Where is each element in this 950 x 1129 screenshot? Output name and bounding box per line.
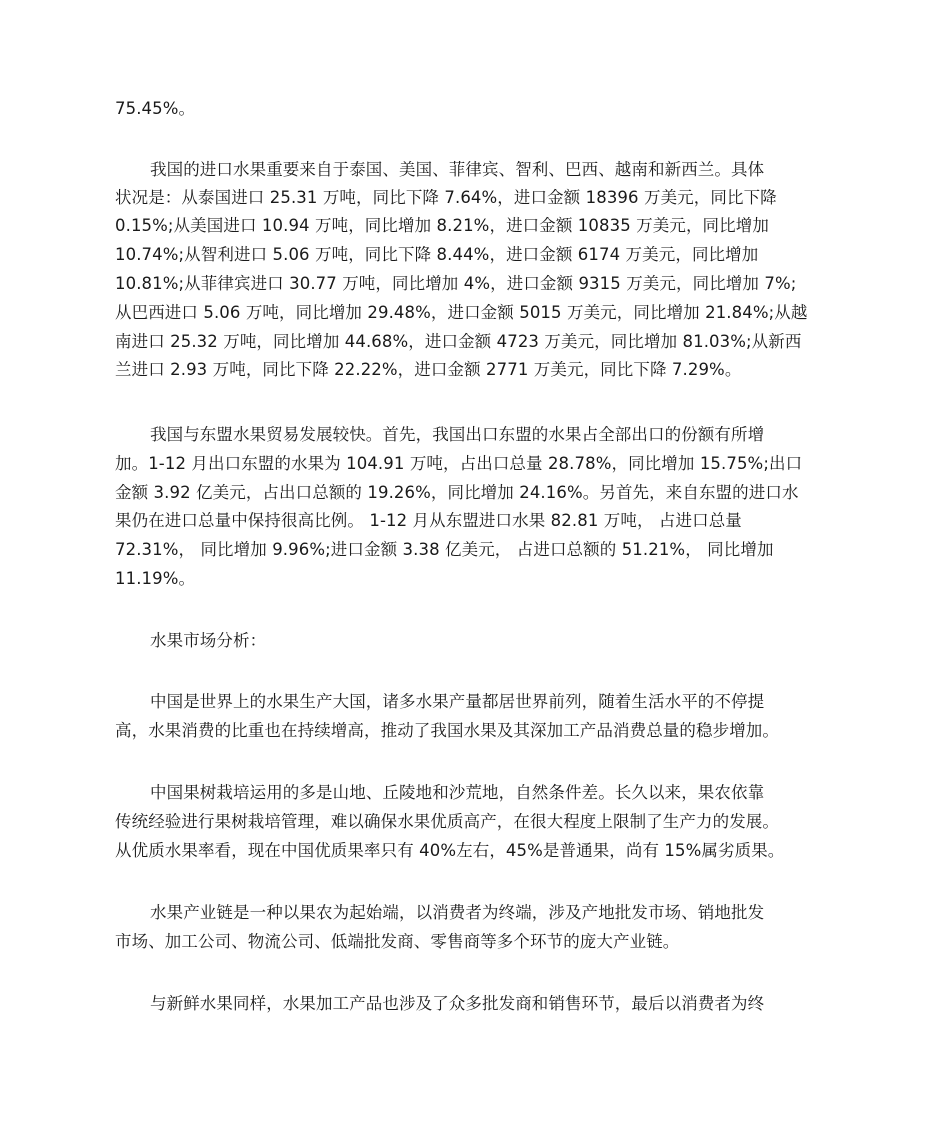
paragraph-line: 兰进口 2.93 万吨，同比下降 22.22%，进口金额 2771 万美元，同比下降 7.29%。 [115, 360, 742, 379]
paragraph-line: 状况是：从泰国进口 25.31 万吨，同比下降 7.64%，进口金额 18396 万美元，同比下降 [115, 188, 777, 207]
paragraph-line: 0.15%;从美国进口 10.94 万吨，同比增加 8.21%，进口金额 10835 万美元，同比增加 [115, 216, 769, 235]
paragraph-line: 我国的进口水果重要来自于泰国、美国、菲律宾、智利、巴西、越南和新西兰。具体 [150, 160, 765, 179]
paragraph-line: 与新鲜水果同样，水果加工产品也涉及了众多批发商和销售环节，最后以消费者为终 [150, 994, 765, 1013]
paragraph-line: 传统经验进行果树栽培管理，难以确保水果优质高产，在很大程度上限制了生产力的发展。 [115, 812, 779, 831]
paragraph-line: 中国是世界上的水果生产大国，诸多水果产量都居世界前列，随着生活水平的不停提 [150, 692, 765, 711]
paragraph-line: 10.74%;从智利进口 5.06 万吨，同比下降 8.44%，进口金额 6174 万美元，同比增加 [115, 245, 759, 264]
paragraph-line: 市场、加工公司、物流公司、低端批发商、零售商等多个环节的庞大产业链。 [115, 932, 680, 951]
paragraph-line: 72.31%， 同比增加 9.96%;进口金额 3.38 亿美元， 占进口总额的 51.21%， 同比增加 [115, 540, 774, 559]
paragraph-line: 11.19%。 [115, 569, 196, 588]
paragraph-line: 10.81%;从菲律宾进口 30.77 万吨，同比增加 4%，进口金额 9315 万美元，同比增加 7%; [115, 274, 797, 293]
paragraph-line: 75.45%。 [115, 99, 196, 118]
paragraph-line: 金额 3.92 亿美元，占出口总额的 19.26%，同比增加 24.16%。另首先，来自东盟的进口水 [115, 483, 799, 502]
paragraph-line: 南进口 25.32 万吨，同比增加 44.68%，进口金额 4723 万美元，同比增加 81.03%;从新西 [115, 332, 802, 351]
paragraph-line: 我国与东盟水果贸易发展较快。首先，我国出口东盟的水果占全部出口的份额有所增 [150, 425, 765, 444]
paragraph-line: 高，水果消费的比重也在持续增高，推动了我国水果及其深加工产品消费总量的稳步增加。 [115, 721, 779, 740]
paragraph-line: 加。1-12 月出口东盟的水果为 104.91 万吨，占出口总量 28.78%，同比增加 15.75%;出口 [115, 454, 803, 473]
section-heading: 水果市场分析： [150, 631, 267, 650]
paragraph-line: 从优质水果率看，现在中国优质果率只有 40%左右，45%是普通果，尚有 15%属劣质果。 [115, 841, 785, 860]
paragraph-line: 果仍在进口总量中保持很高比例。 1-12 月从东盟进口水果 82.81 万吨， 占进口总量 [115, 511, 742, 530]
paragraph-line: 从巴西进口 5.06 万吨，同比增加 29.48%，进口金额 5015 万美元，同比增加 21.84%;从越 [115, 303, 808, 322]
paragraph-line: 中国果树栽培运用的多是山地、丘陵地和沙荒地，自然条件差。长久以来，果农依靠 [150, 783, 765, 802]
paragraph-line: 水果产业链是一种以果农为起始端，以消费者为终端，涉及产地批发市场、销地批发 [150, 903, 765, 922]
